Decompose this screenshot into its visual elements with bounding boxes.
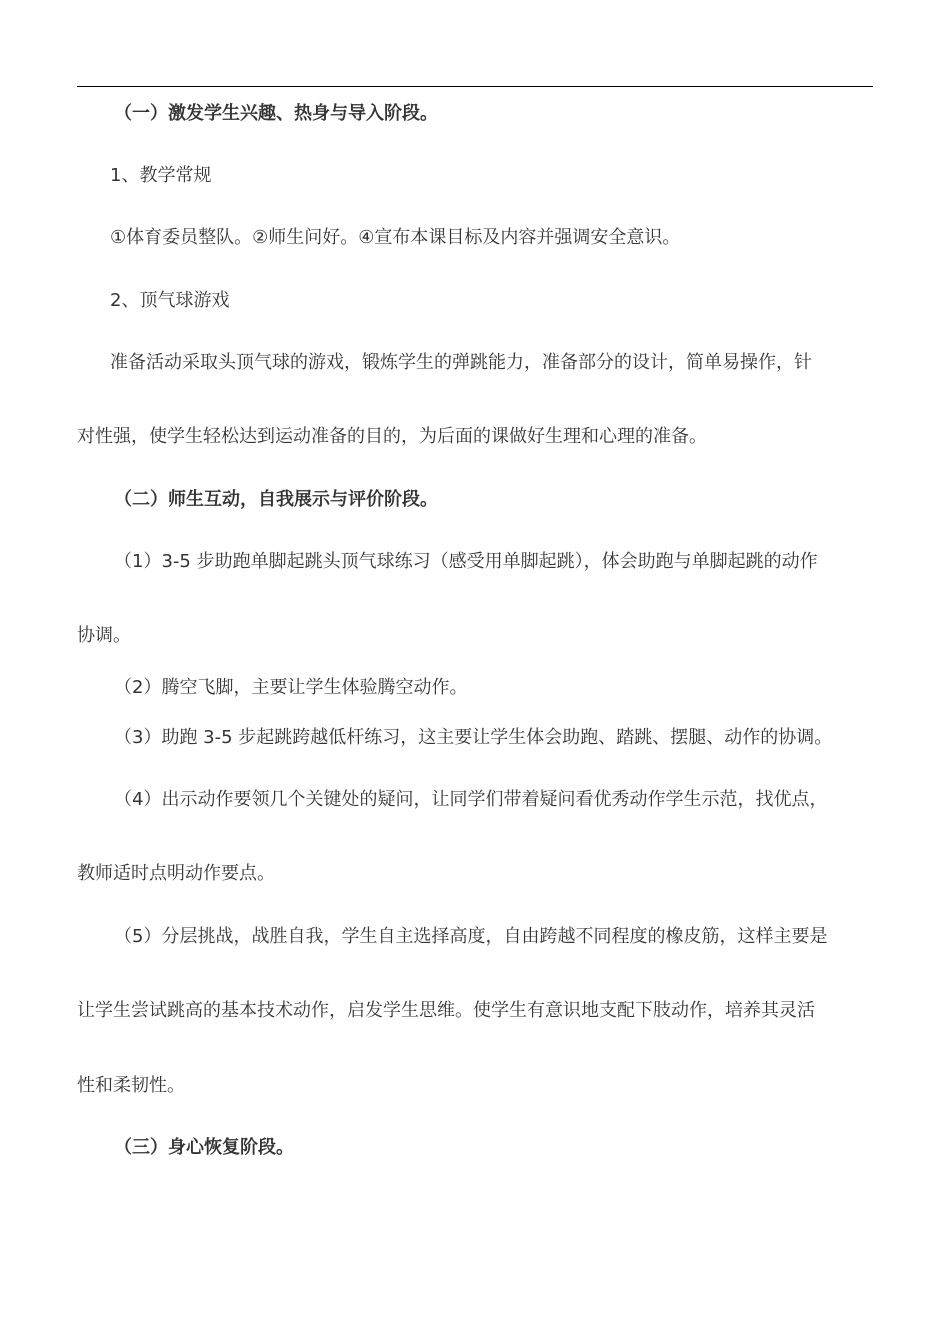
paragraph-item-5-line-1: （5）分层挑战，战胜自我，学生自主选择高度，自由跨越不同程度的橡皮筋，这样主要是 xyxy=(114,926,828,947)
paragraph-routine-steps: ①体育委员整队。②师生问好。④宣布本课目标及内容并强调安全意识。 xyxy=(110,227,681,248)
paragraph-game-desc-1: 准备活动采取头顶气球的游戏，锻炼学生的弹跳能力，准备部分的设计，简单易操作，针 xyxy=(110,352,812,373)
header-rule xyxy=(77,86,873,87)
paragraph-game-title: 2、顶气球游戏 xyxy=(110,290,230,311)
section-heading-1: （一）激发学生兴趣、热身与导入阶段。 xyxy=(114,103,438,124)
paragraph-item-1-line-2: 协调。 xyxy=(77,625,131,646)
paragraph-item-4-line-1: （4）出示动作要领几个关键处的疑问，让同学们带着疑问看优秀动作学生示范，找优点， xyxy=(114,789,828,810)
paragraph-item-5-line-3: 性和柔韧性。 xyxy=(77,1075,185,1096)
paragraph-item-2: （2）腾空飞脚，主要让学生体验腾空动作。 xyxy=(114,677,468,698)
paragraph-item-3: （3）助跑 3-5 步起跳跨越低杆练习，这主要让学生体会助跑、踏跳、摆腿、动作的协调。 xyxy=(114,727,833,748)
paragraph-item-1-line-1: （1）3-5 步助跑单脚起跳头顶气球练习（感受用单脚起跳），体会助跑与单脚起跳的动作 xyxy=(114,551,818,572)
section-heading-3: （三）身心恢复阶段。 xyxy=(114,1137,294,1158)
paragraph-routine-title: 1、教学常规 xyxy=(110,165,212,186)
paragraph-item-4-line-2: 教师适时点明动作要点。 xyxy=(77,863,275,884)
paragraph-game-desc-2: 对性强，使学生轻松达到运动准备的目的，为后面的课做好生理和心理的准备。 xyxy=(77,426,707,447)
paragraph-item-5-line-2: 让学生尝试跳高的基本技术动作，启发学生思维。使学生有意识地支配下肢动作，培养其灵活 xyxy=(77,1000,815,1021)
section-heading-2: （二）师生互动，自我展示与评价阶段。 xyxy=(114,489,438,510)
